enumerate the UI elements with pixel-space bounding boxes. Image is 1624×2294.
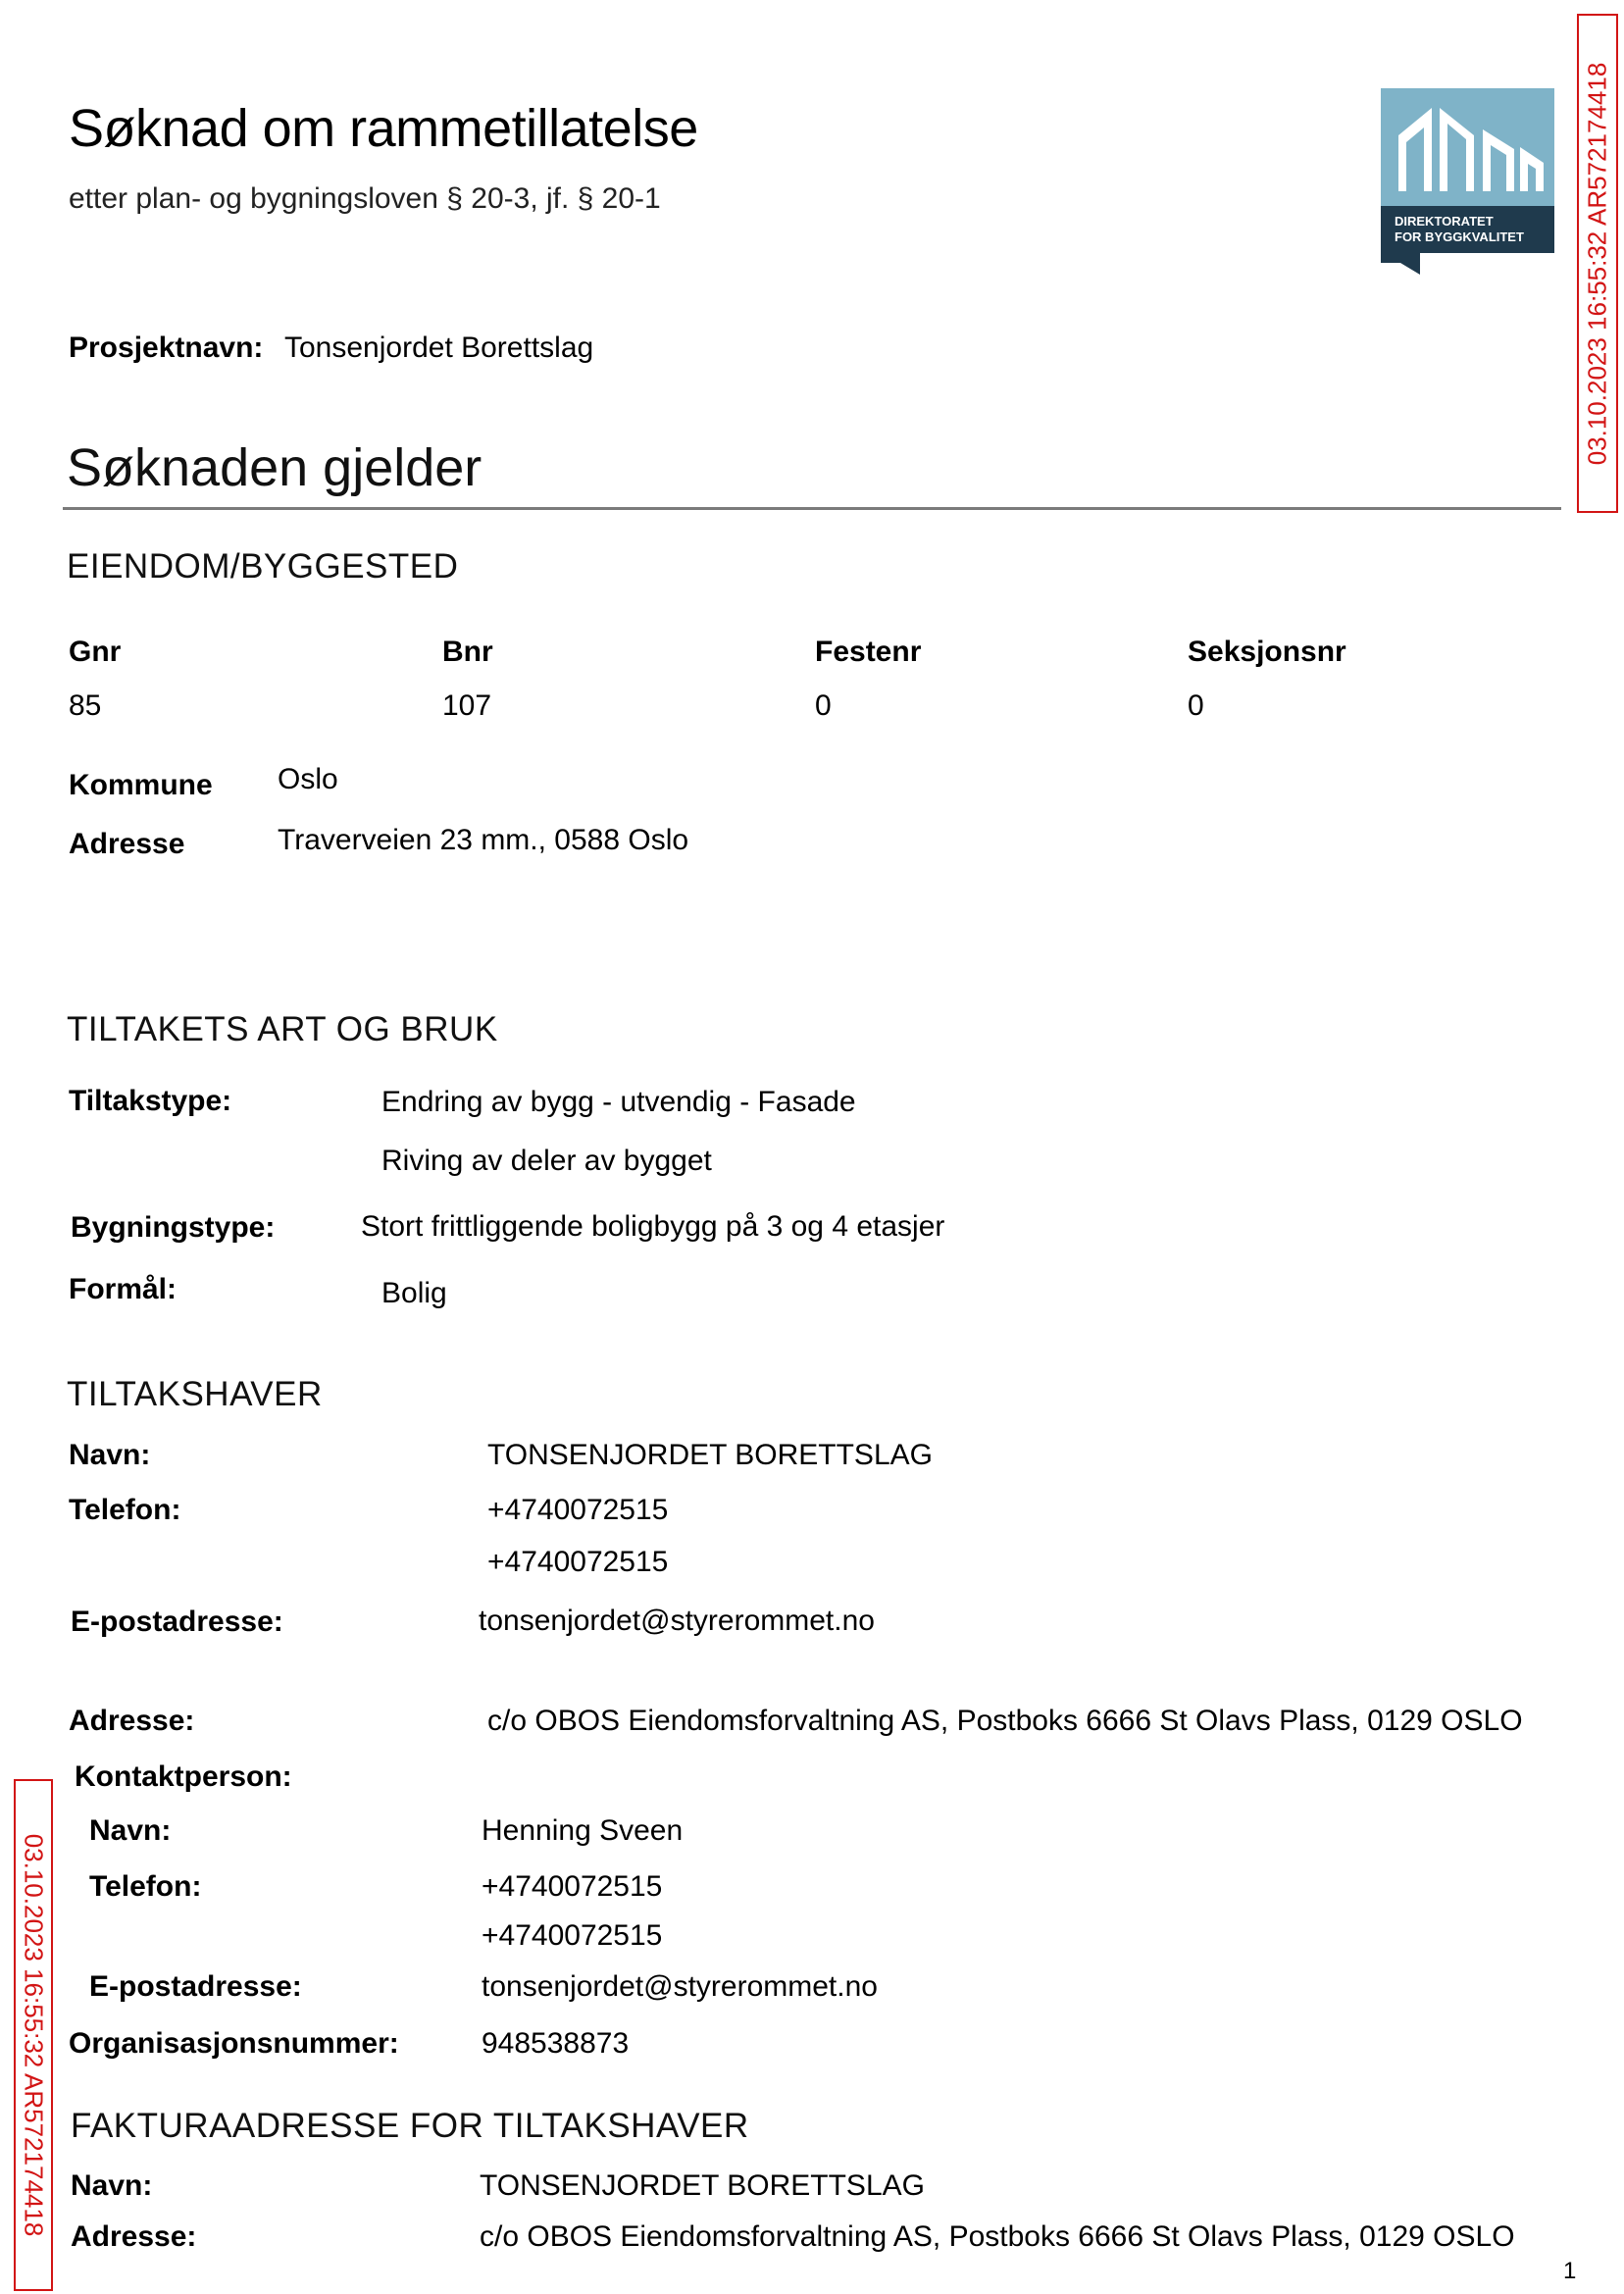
tiltakshaver-epost-label: E-postadresse: [71, 1606, 283, 1638]
bnr-value: 107 [442, 689, 492, 722]
festenr-value: 0 [815, 689, 832, 722]
formal-label: Formål: [69, 1273, 178, 1305]
tiltakshaver-navn-value: TONSENJORDET BORETTSLAG [487, 1439, 933, 1471]
logo-text-line1: DIREKTORATET [1395, 214, 1494, 229]
kontakt-epost-label: E-postadresse: [89, 1970, 302, 2003]
kontakt-navn-label: Navn: [89, 1814, 172, 1847]
tiltakshaver-epost-value: tonsenjordet@styrerommet.no [479, 1605, 875, 1637]
tiltak-heading: TILTAKETS ART OG BRUK [67, 1010, 498, 1048]
tiltakstype-value-1: Endring av bygg - utvendig - Fasade [381, 1086, 856, 1118]
adresse-value: Traverveien 23 mm., 0588 Oslo [278, 824, 689, 856]
logo-text-line2: FOR BYGGKVALITET [1395, 229, 1524, 244]
formal-value: Bolig [381, 1277, 447, 1309]
kontakt-navn-value: Henning Sveen [482, 1814, 684, 1847]
page-number: 1 [1563, 2258, 1577, 2284]
tiltakshaver-heading: TILTAKSHAVER [67, 1375, 323, 1413]
seksjonsnr-label: Seksjonsnr [1188, 636, 1346, 668]
adresse-label: Adresse [69, 828, 185, 860]
received-stamp-right [1577, 14, 1618, 513]
faktura-adresse-label: Adresse: [71, 2220, 197, 2253]
bygningstype-value: Stort frittliggende boligbygg på 3 og 4 etasjer [361, 1210, 945, 1243]
kontakt-epost-value: tonsenjordet@styrerommet.no [482, 1970, 878, 2003]
kommune-label: Kommune [69, 769, 213, 801]
bygningstype-label: Bygningstype: [71, 1211, 276, 1244]
tiltakshaver-telefon-label: Telefon: [69, 1494, 181, 1526]
tiltakshaver-telefon-value-2: +4740072515 [487, 1546, 669, 1578]
project-label: Prosjektnavn: [69, 331, 264, 364]
section-heading-soknaden-gjelder: Søknaden gjelder [67, 438, 482, 497]
kontakt-telefon-value-2: +4740072515 [482, 1919, 663, 1952]
kontakt-telefon-label: Telefon: [89, 1870, 202, 1903]
heading-divider [63, 507, 1561, 510]
tiltakstype-value-2: Riving av deler av bygget [381, 1145, 712, 1177]
festenr-label: Festenr [815, 636, 922, 668]
faktura-heading: FAKTURAADRESSE FOR TILTAKSHAVER [71, 2107, 749, 2145]
eiendom-heading: EIENDOM/BYGGESTED [67, 547, 459, 586]
dibk-logo [1381, 88, 1554, 275]
kommune-value: Oslo [278, 763, 338, 795]
tiltakshaver-adresse-label: Adresse: [69, 1705, 195, 1737]
faktura-navn-label: Navn: [71, 2169, 153, 2202]
orgnr-value: 948538873 [482, 2027, 630, 2060]
page-subtitle: etter plan- og bygningsloven § 20-3, jf. § 20-1 [69, 182, 661, 215]
seksjonsnr-value: 0 [1188, 689, 1204, 722]
faktura-adresse-value: c/o OBOS Eiendomsforvaltning AS, Postboks 6666 St Olavs Plass, 0129 OSLO [480, 2220, 1515, 2253]
project-name: Tonsenjordet Borettslag [284, 331, 594, 364]
page-title: Søknad om rammetillatelse [69, 99, 698, 158]
received-stamp-left [14, 1779, 53, 2291]
gnr-value: 85 [69, 689, 102, 722]
kontaktperson-label: Kontaktperson: [75, 1760, 292, 1793]
orgnr-label: Organisasjonsnummer: [69, 2027, 399, 2060]
stamp-text: 03.10.2023 16:55:32 AR572174418 [1582, 62, 1612, 465]
tiltakstype-label: Tiltakstype: [69, 1085, 232, 1117]
tiltakshaver-navn-label: Navn: [69, 1439, 151, 1471]
gnr-label: Gnr [69, 636, 122, 668]
tiltakshaver-telefon-value-1: +4740072515 [487, 1494, 669, 1526]
stamp-text: 03.10.2023 16:55:32 AR572174418 [19, 1833, 49, 2237]
faktura-navn-value: TONSENJORDET BORETTSLAG [480, 2169, 925, 2202]
bnr-label: Bnr [442, 636, 493, 668]
kontakt-telefon-value-1: +4740072515 [482, 1870, 663, 1903]
tiltakshaver-adresse-value: c/o OBOS Eiendomsforvaltning AS, Postboks 6666 St Olavs Plass, 0129 OSLO [487, 1705, 1523, 1737]
